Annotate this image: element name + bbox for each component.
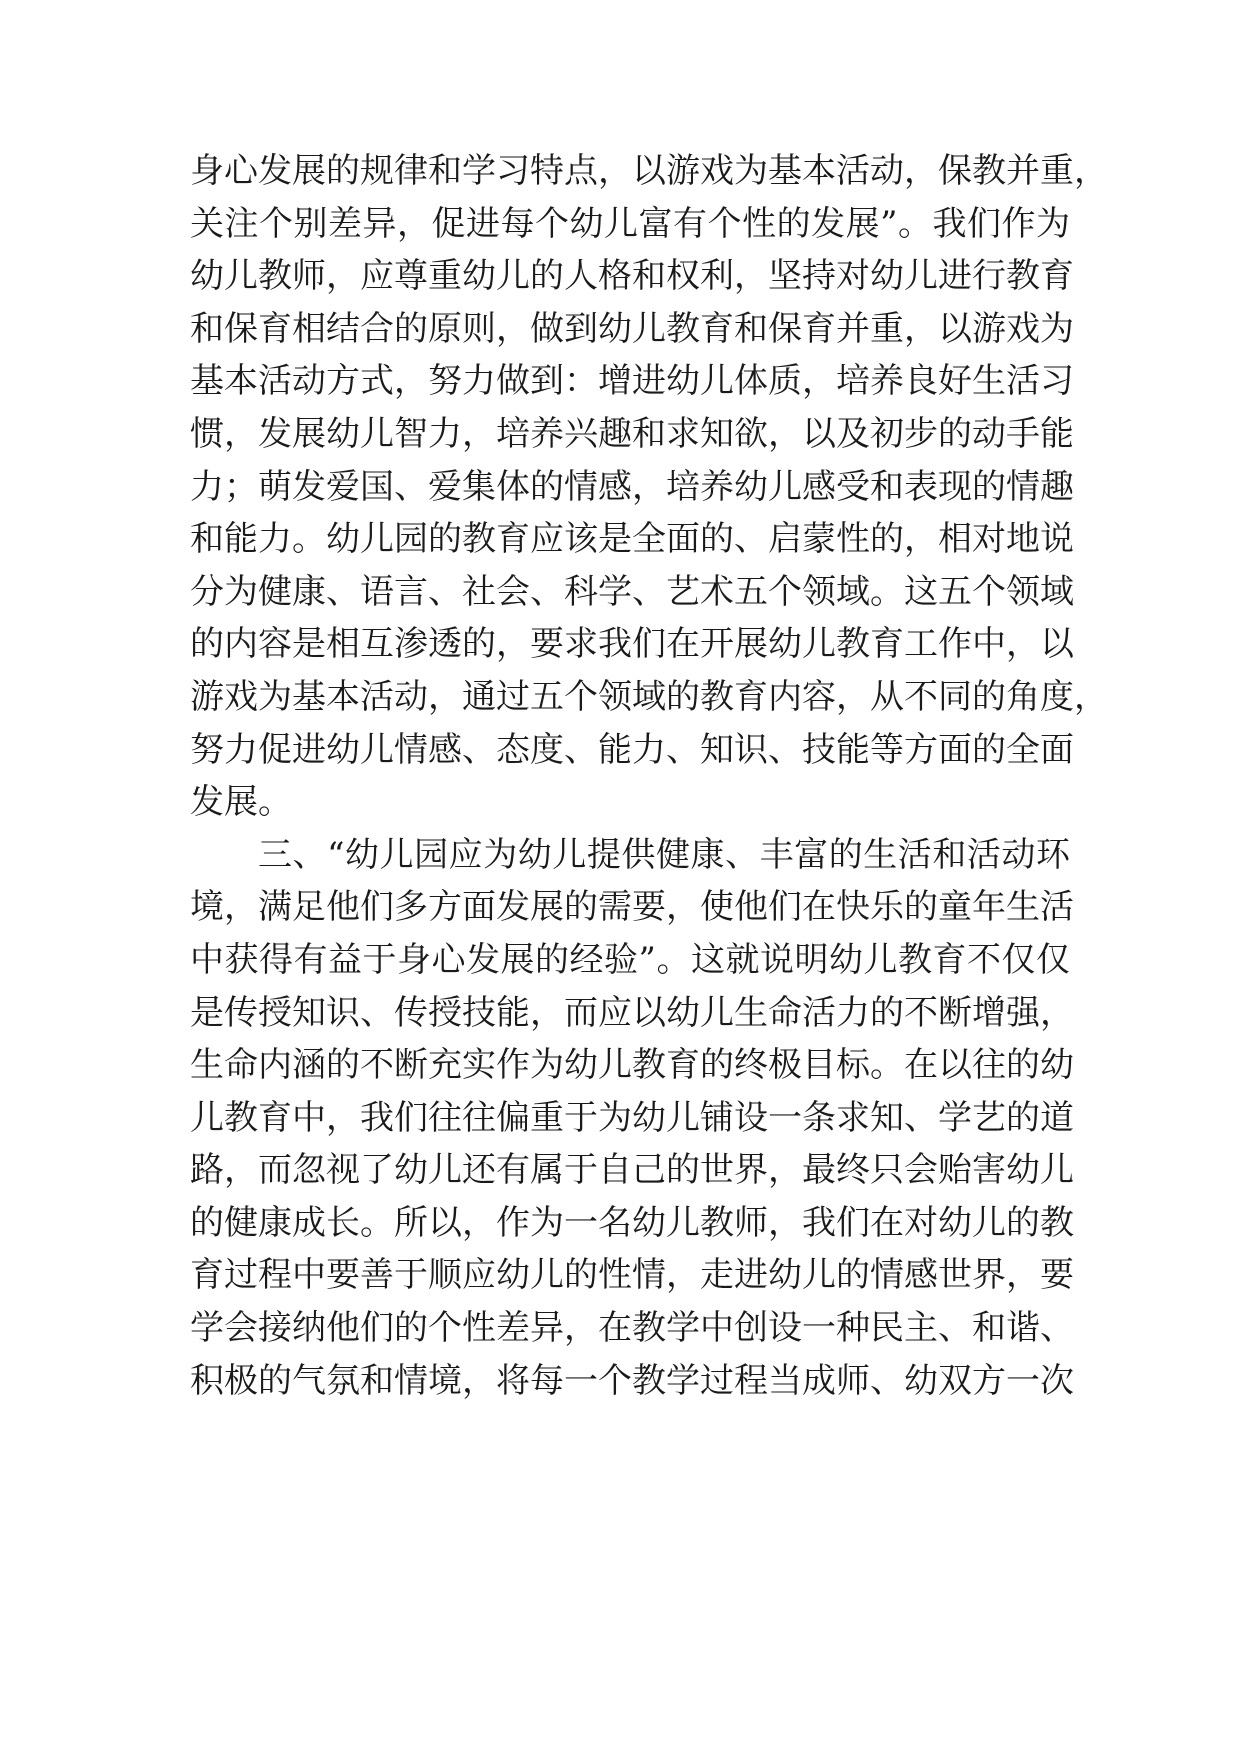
text-line: 基本活动方式，努力做到：增进幼儿体质，培养良好生活习 <box>190 361 1074 402</box>
text-line: 路，而忽视了幼儿还有属于自己的世界，最终只会贻害幼儿 <box>190 1150 1074 1191</box>
text-line: 儿教育中，我们往往偏重于为幼儿铺设一条求知、学艺的道 <box>190 1097 1074 1138</box>
text-line: 境，满足他们多方面发展的需要，使他们在快乐的童年生活 <box>190 887 1074 928</box>
text-line: 和能力。幼儿园的教育应该是全面的、启蒙性的，相对地说 <box>190 519 1074 560</box>
paragraph-end-line: 发展。 <box>190 782 292 823</box>
body-text <box>190 145 1108 1407</box>
text-line: 中获得有益于身心发展的经验”。这就说明幼儿教育不仅仅 <box>190 939 1070 980</box>
text-line: 努力促进幼儿情感、态度、能力、知识、技能等方面的全面 <box>190 729 1074 770</box>
text-line: 育过程中要善于顺应幼儿的性情，走进幼儿的情感世界，要 <box>190 1255 1074 1296</box>
text-line: 的健康成长。所以，作为一名幼儿教师，我们在对幼儿的教 <box>190 1202 1074 1243</box>
text-line: 分为健康、语言、社会、科学、艺术五个领域。这五个领域 <box>190 571 1074 612</box>
text-line: 身心发展的规律和学习特点，以游戏为基本活动，保教并重， <box>190 151 1108 191</box>
text-line: 力；萌发爱国、爱集体的情感，培养幼儿感受和表现的情趣 <box>190 466 1074 507</box>
text-line: 是传授知识、传授技能，而应以幼儿生命活力的不断增强， <box>190 992 1074 1033</box>
text-line: 生命内涵的不断充实作为幼儿教育的终极目标。在以往的幼 <box>190 1045 1074 1086</box>
text-line: 的内容是相互渗透的，要求我们在开展幼儿教育工作中，以 <box>190 624 1074 665</box>
text-line: 学会接纳他们的个性差异，在教学中创设一种民主、和谐、 <box>190 1308 1074 1349</box>
text-line: 惯，发展幼儿智力，培养兴趣和求知欲，以及初步的动手能 <box>190 413 1074 454</box>
text-line: 和保育相结合的原则，做到幼儿教育和保育并重，以游戏为 <box>190 308 1074 349</box>
text-line: 游戏为基本活动，通过五个领域的教育内容，从不同的角度， <box>190 676 1108 717</box>
text-line: 积极的气氛和情境，将每一个教学过程当成师、幼双方一次 <box>190 1360 1074 1401</box>
text-line: 幼儿教师，应尊重幼儿的人格和权利，坚持对幼儿进行教育 <box>190 256 1074 297</box>
section-heading-line: 三、“幼儿园应为幼儿提供健康、丰富的生活和活动环 <box>258 834 1070 875</box>
text-line: 关注个别差异，促进每个幼儿富有个性的发展”。我们作为 <box>190 203 1070 244</box>
